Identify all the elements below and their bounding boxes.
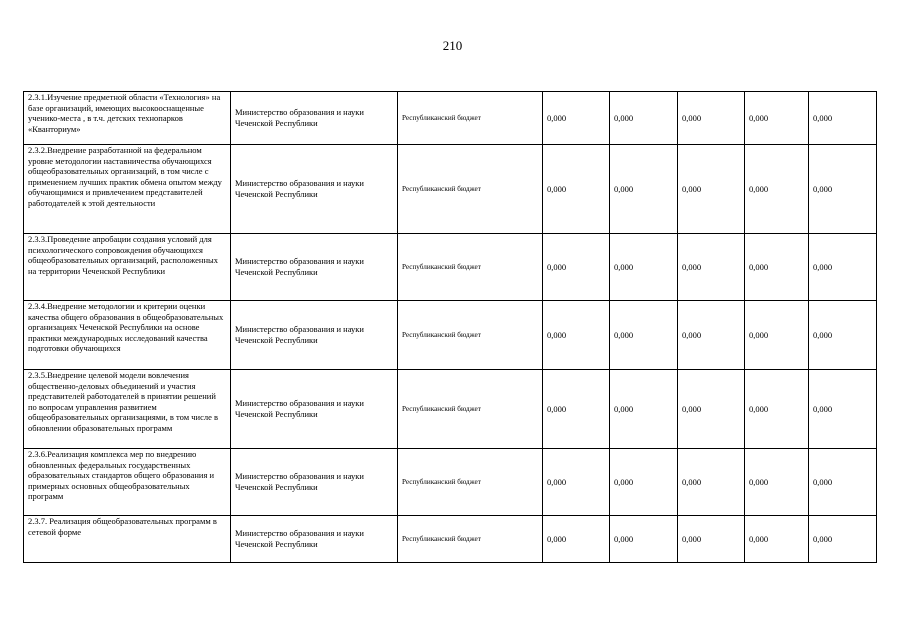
measure-name-cell: 2.3.7. Реализация общеобразовательных программ в сетевой форме: [24, 516, 231, 563]
funding-source-cell: Республиканский бюджет: [398, 234, 543, 301]
value-cell: 0,000: [809, 449, 877, 516]
value-cell: 0,000: [809, 301, 877, 370]
table-row: [24, 92, 877, 145]
value-cell: 0,000: [678, 145, 745, 234]
funding-source-cell: Республиканский бюджет: [398, 516, 543, 563]
responsible-cell: Министерство образования и науки Чеченской Республики: [231, 234, 398, 301]
funding-source-cell: Республиканский бюджет: [398, 301, 543, 370]
value-cell: 0,000: [745, 92, 809, 145]
table-row: [24, 449, 877, 516]
value-cell: 0,000: [745, 301, 809, 370]
table-row: [24, 370, 877, 449]
responsible-cell: Министерство образования и науки Чеченской Республики: [231, 370, 398, 449]
value-cell: 0,000: [610, 92, 678, 145]
budget-table: [23, 91, 877, 563]
measure-name-cell: 2.3.4.Внедрение методологии и критерии оценки качества общего образования в общеобразовательных организациях Чеченской Республики на основе практики международных исследований качества подготовки обучающихся: [24, 301, 231, 370]
value-cell: 0,000: [610, 301, 678, 370]
table-row: [24, 516, 877, 563]
value-cell: 0,000: [678, 92, 745, 145]
funding-source-cell: Республиканский бюджет: [398, 449, 543, 516]
funding-source-cell: Республиканский бюджет: [398, 92, 543, 145]
value-cell: 0,000: [543, 145, 610, 234]
value-cell: 0,000: [610, 449, 678, 516]
responsible-cell: Министерство образования и науки Чеченской Республики: [231, 92, 398, 145]
value-cell: 0,000: [745, 145, 809, 234]
responsible-cell: Министерство образования и науки Чеченской Республики: [231, 301, 398, 370]
value-cell: 0,000: [678, 234, 745, 301]
value-cell: 0,000: [610, 516, 678, 563]
value-cell: 0,000: [809, 92, 877, 145]
value-cell: 0,000: [809, 370, 877, 449]
funding-source-cell: Республиканский бюджет: [398, 145, 543, 234]
value-cell: 0,000: [610, 370, 678, 449]
value-cell: 0,000: [543, 370, 610, 449]
measure-name-cell: 2.3.1.Изучение предметной области «Технология» на базе организаций, имеющих высокооснащенные ученико-места , в т.ч. детских технопарков «Кванториум»: [24, 92, 231, 145]
value-cell: 0,000: [809, 516, 877, 563]
value-cell: 0,000: [678, 370, 745, 449]
value-cell: 0,000: [678, 301, 745, 370]
value-cell: 0,000: [543, 449, 610, 516]
responsible-cell: Министерство образования и науки Чеченской Республики: [231, 145, 398, 234]
value-cell: 0,000: [543, 234, 610, 301]
value-cell: 0,000: [745, 449, 809, 516]
funding-source-cell: Республиканский бюджет: [398, 370, 543, 449]
table-row: [24, 234, 877, 301]
measure-name-cell: 2.3.6.Реализация комплекса мер по внедрению обновленных федеральных государственных образовательных стандартов общего образования и примерных основных общеобразовательных программ: [24, 449, 231, 516]
responsible-cell: Министерство образования и науки Чеченской Республики: [231, 449, 398, 516]
value-cell: 0,000: [678, 516, 745, 563]
value-cell: 0,000: [745, 516, 809, 563]
value-cell: 0,000: [745, 234, 809, 301]
value-cell: 0,000: [543, 301, 610, 370]
table-row: [24, 145, 877, 234]
measure-name-cell: 2.3.2.Внедрение разработанной на федеральном уровне методологии наставничества обучающихся общеобразовательных организаций, в том числе с применением лучших практик обмена опытом между обучающимися и привлечением представителей работодателей к этой деятельности: [24, 145, 231, 234]
value-cell: 0,000: [678, 449, 745, 516]
value-cell: 0,000: [610, 145, 678, 234]
value-cell: 0,000: [809, 234, 877, 301]
measure-name-cell: 2.3.5.Внедрение целевой модели вовлечения общественно-деловых объединений и участия представителей работодателей в принятии решений по вопросам управления развитием общеобразовательных организациями, в том числе в обновлении образовательных программ: [24, 370, 231, 449]
value-cell: 0,000: [809, 145, 877, 234]
value-cell: 0,000: [610, 234, 678, 301]
value-cell: 0,000: [543, 516, 610, 563]
value-cell: 0,000: [543, 92, 610, 145]
responsible-cell: Министерство образования и науки Чеченской Республики: [231, 516, 398, 563]
page-number: 210: [442, 38, 463, 53]
value-cell: 0,000: [745, 370, 809, 449]
table-row: [24, 301, 877, 370]
measure-name-cell: 2.3.3.Проведение апробации создания условий для психологического сопровождения обучающихся общеобразовательных организаций, расположенных на территории Чеченской Республики: [24, 234, 231, 301]
